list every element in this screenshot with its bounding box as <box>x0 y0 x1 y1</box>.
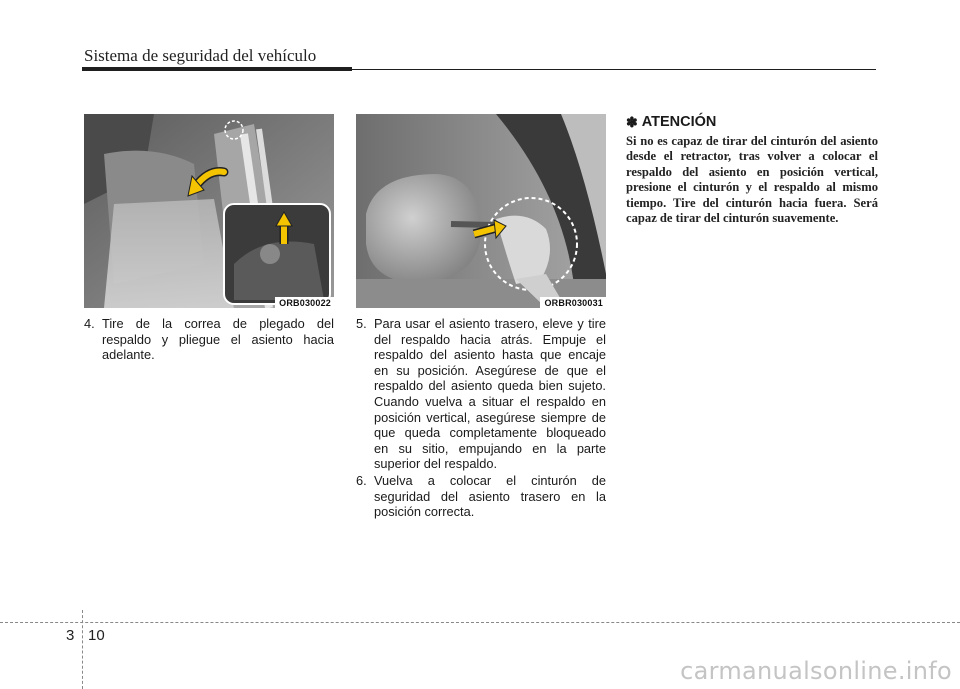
attention-text: Si no es capaz de tirar del cinturón del asiento desde el retractor, tras volver a colocar el respaldo del asiento en posición vertical, presione el cinturón y el respaldo al mismo tiempo. Tire del cinturón hacia fuera. Será capaz de tirar del cinturón suavemente. <box>626 134 878 226</box>
step-item <box>356 316 606 472</box>
attention-heading <box>626 114 878 130</box>
step-text: Tire de la correa de plegado del respaldo y pliegue el asiento hacia adelante. <box>102 316 334 363</box>
attention-box <box>626 114 878 226</box>
figure-seat-fold-photo <box>84 114 334 308</box>
page-number: 10 <box>88 627 105 644</box>
footer-rule-vertical <box>82 610 83 689</box>
watermark: carmanualsonline.info <box>680 657 952 685</box>
header-rule <box>82 67 352 71</box>
figure-seat-back-photo <box>356 114 606 308</box>
steps-list-left <box>84 316 334 364</box>
step-text: Vuelva a colocar el cinturón de seguridad del asiento trasero en la posición correcta. <box>374 472 606 520</box>
asterisk-icon: ✽ <box>626 114 638 130</box>
step-item <box>356 473 606 520</box>
header-rule-thin <box>352 69 876 70</box>
footer-rule <box>0 622 960 623</box>
seat-back-illustration <box>356 114 606 308</box>
step-number: 5. <box>356 316 367 331</box>
attention-title: ATENCIÓN <box>641 114 717 130</box>
figure-code: ORBR030031 <box>540 297 606 308</box>
steps-list-right <box>356 316 606 521</box>
step-text: Para usar el asiento trasero, eleve y tire del respaldo hacia atrás. Empuje el respaldo del asiento hasta que encaje en su posición. Asegúrese de que el respaldo del asiento queda bien sujeto. Cuando vuelva a situar el respaldo en posición vertical, asegúrese siempre de que queda completamente bloqueado en su sitio, empujando en la parte superior del respaldo. <box>374 316 606 472</box>
step-item <box>84 316 334 363</box>
section-number: 3 <box>66 627 75 644</box>
step-number: 6. <box>356 472 367 488</box>
seat-fold-illustration <box>84 114 334 308</box>
page-header-title: Sistema de seguridad del vehículo <box>84 46 317 65</box>
figure-code: ORB030022 <box>275 297 334 308</box>
step-number: 4. <box>84 316 95 331</box>
